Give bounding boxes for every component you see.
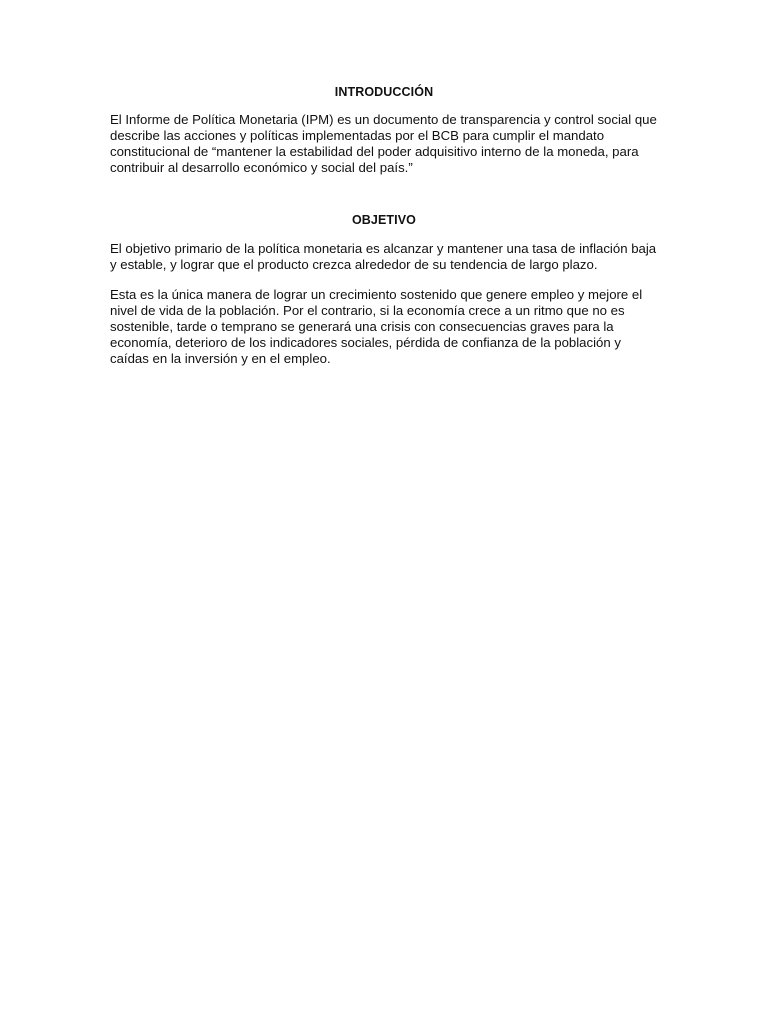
- document-body: [110, 84, 658, 367]
- objetivo-paragraph-1: El objetivo primario de la política monetaria es alcanzar y mantener una tasa de inflación baja y estable, y lograr que el producto crezca alrededor de su tendencia de largo plazo.: [110, 241, 657, 272]
- objetivo-paragraph-2: Esta es la única manera de lograr un crecimiento sostenido que genere empleo y mejore el nivel de vida de la población. Por el contrario, si la economía crece a un ritmo que no es sostenible, tarde o temprano se generará una crisis con consecuencias graves para la economía, deterioro de los indicadores sociales, pérdida de confianza de la población y caídas en la inversión y en el empleo.: [110, 287, 643, 366]
- section-heading-introduccion: INTRODUCCIÓN: [334, 85, 434, 99]
- introduccion-paragraph: El Informe de Política Monetaria (IPM) es un documento de transparencia y control social que describe las acciones y políticas implementadas por el BCB para cumplir el mandato constitucional de “mantener la estabilidad del poder adquisitivo interno de la moneda, para contribuir al desarrollo económico y social del país.”: [110, 112, 657, 175]
- section-heading-objetivo: OBJETIVO: [351, 213, 416, 227]
